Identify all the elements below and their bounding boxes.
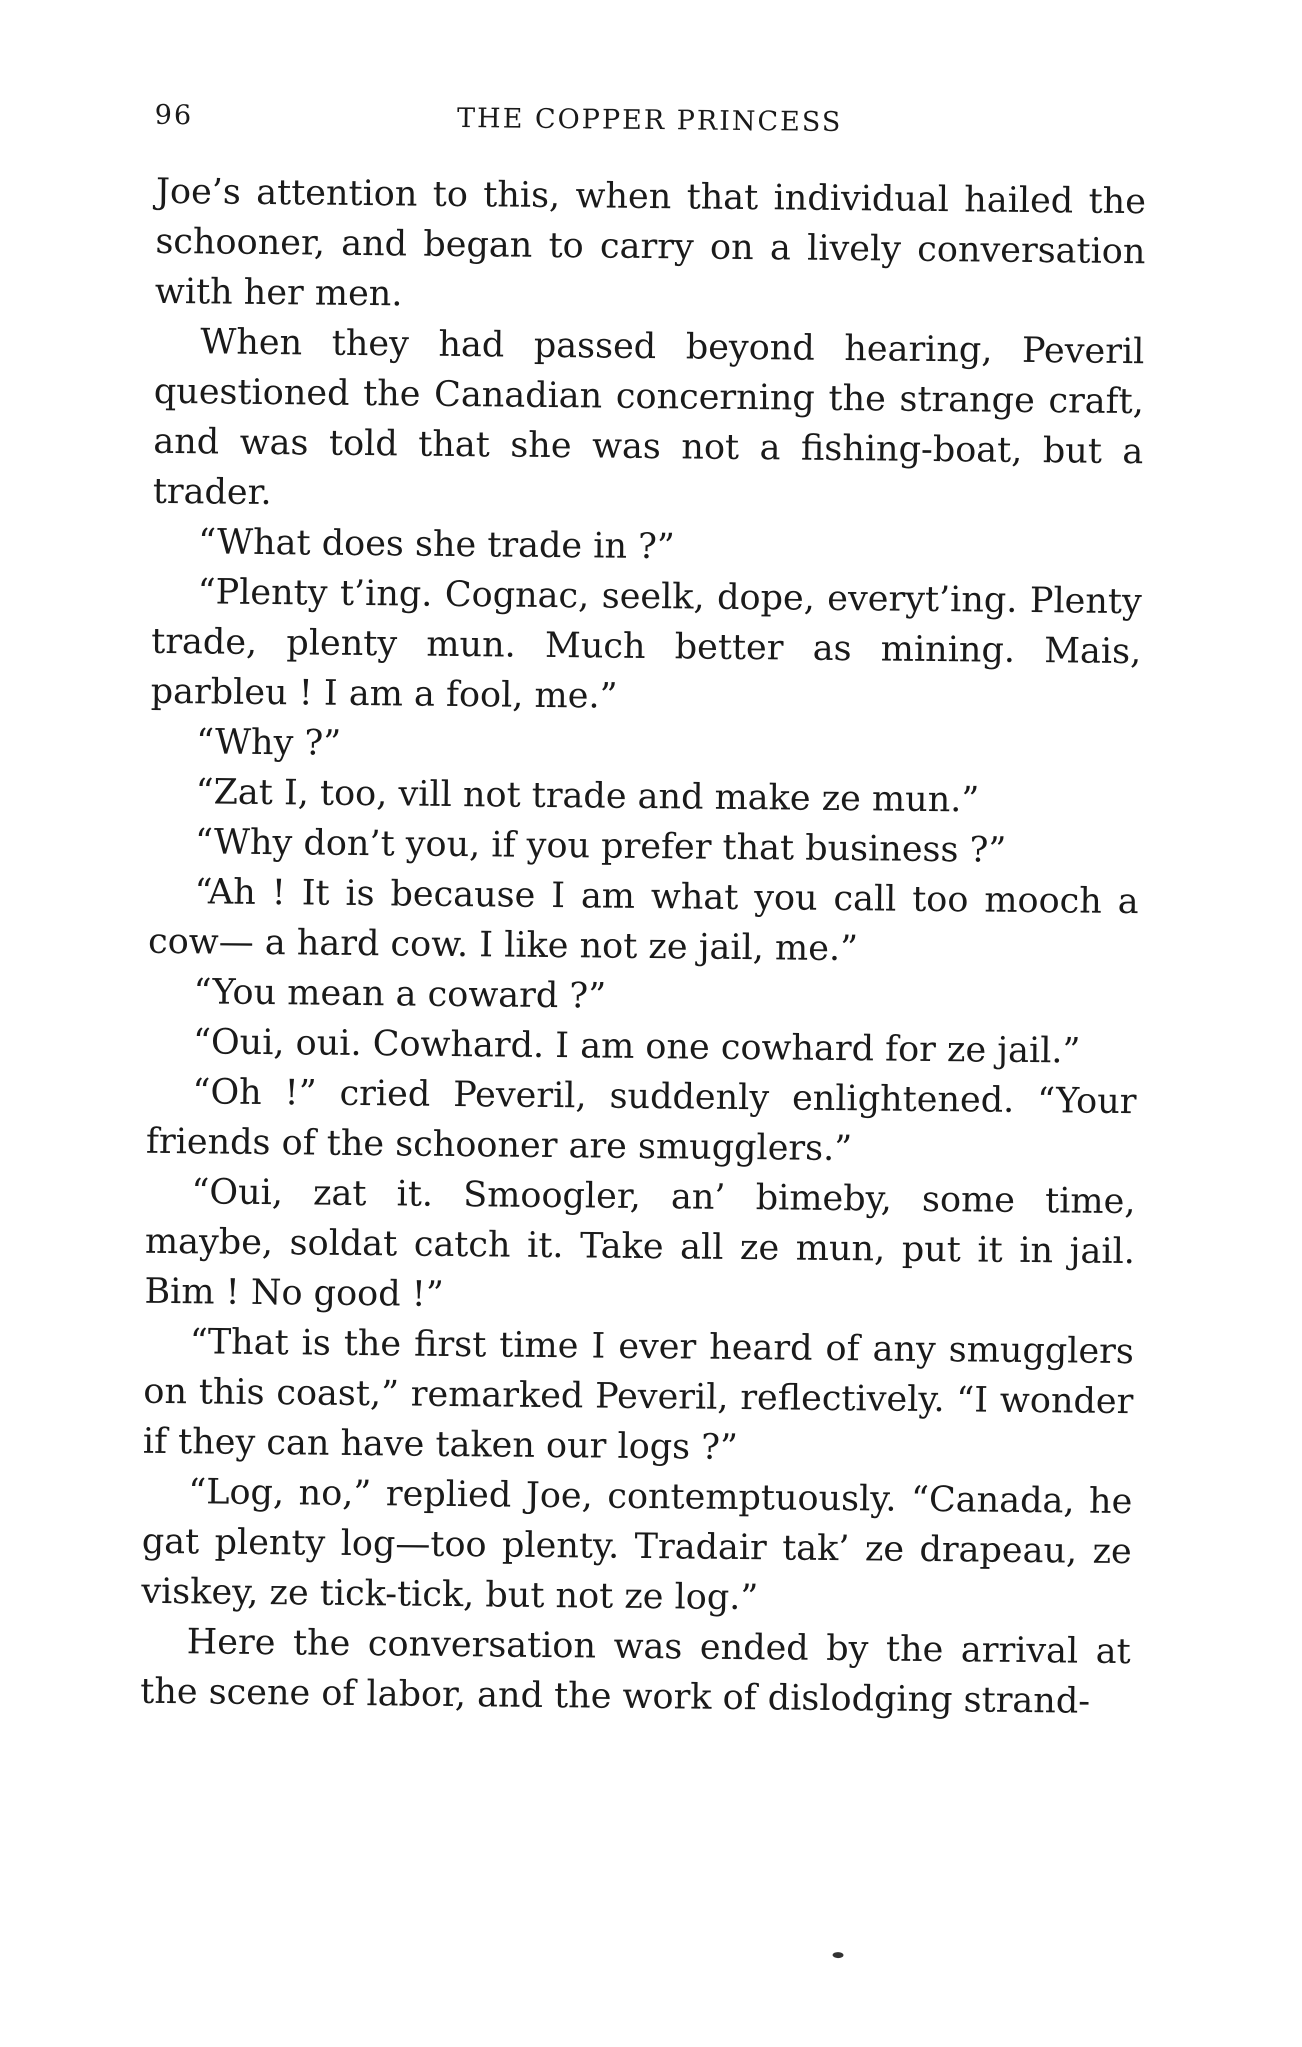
page-header xyxy=(155,100,1145,150)
ink-speck xyxy=(833,1952,844,1958)
paragraph: “Plenty t’ing. Cognac, seelk, dope, everyt’ing. Plenty trade, plenty mun. Much better as mining. Mais, parbleu ! I am a fool, me.” xyxy=(150,572,1142,717)
paragraph: When they had passed beyond hearing, Peveril questioned the Canadian concerning the strange craft, and was told that she was not a fishing-boat, but a trader. xyxy=(152,322,1145,514)
paragraph: “Oh !” cried Peveril, suddenly enlightened. “Your friends of the schooner are smugglers.” xyxy=(145,1072,1137,1170)
paragraph: “Why ?” xyxy=(195,722,342,764)
paragraph: “Oui, oui. Cowhard. I am one cowhard for ze jail.” xyxy=(192,1022,1081,1072)
paragraph: “You mean a coward ?” xyxy=(193,972,607,1017)
paragraph: Here the conversation was ended by the arrival at the scene of labor, and the work of dislodging strand- xyxy=(140,1622,1131,1722)
paragraph: “That is the first time I ever heard of any smugglers on this coast,” remarked Peveril, reflectively. “I wonder if they can have taken our logs ?” xyxy=(142,1322,1135,1468)
paragraph: “Log, no,” replied Joe, contemptuously. “Canada, he gat plenty log—too plenty. Tradair tak’ ze drapeau, ze viskey, ze tick-tick, but not ze log.” xyxy=(141,1472,1133,1619)
page-number: 96 xyxy=(154,99,194,132)
paragraph: “Ah ! It is because I am what you call too mooch a cow— a hard cow. I like not ze jail, me.” xyxy=(147,872,1139,970)
paragraph: Joe’s attention to this, when that individual hailed the schooner, and began to carry on a lively conversation with her men. xyxy=(154,171,1147,315)
paragraph: “Oui, zat it. Smoogler, an’ bimeby, some time, maybe, soldat catch it. Take all ze mun, put it in jail. Bim ! No good !” xyxy=(144,1172,1136,1315)
body-text xyxy=(140,167,1146,1727)
running-title: THE COPPER PRINCESS xyxy=(456,102,843,139)
paragraph: “Zat I, too, vill not trade and make ze mun.” xyxy=(195,772,980,821)
paragraph: “What does she trade in ?” xyxy=(198,522,675,568)
paragraph: “Why don’t you, if you prefer that business ?” xyxy=(194,822,1007,871)
